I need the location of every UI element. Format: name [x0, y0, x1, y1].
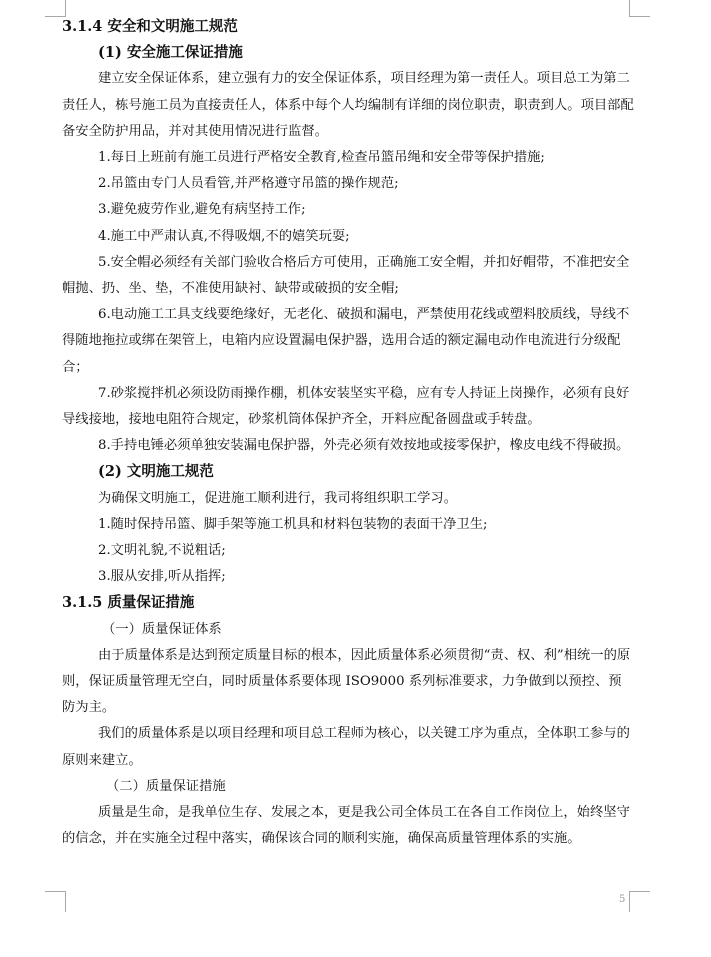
- list-item-safety-2: 2.吊篮由专门人员看管,并严格遵守吊篮的操作规范;: [98, 176, 399, 192]
- list-item-civilized-3: 3.服从安排,听从指挥;: [98, 569, 226, 585]
- subheading-quality-measures: （二）质量保证措施: [106, 778, 226, 794]
- document-body: [62, 14, 634, 853]
- subheading-civilized-construction: (2) 文明施工规范: [98, 463, 214, 481]
- crop-mark-bottom-right: [629, 891, 650, 912]
- list-item-civilized-1: 1.随时保持吊篮、脚手架等施工机具和材料包装物的表面干净卫生;: [98, 516, 488, 532]
- list-item-civilized-2: 2.文明礼貌,不说粗话;: [98, 543, 226, 559]
- list-item-safety-8: 8.手持电锤必须单独安装漏电保护器，外壳必须有效按地或接零保护，橡皮电线不得破损。: [98, 438, 630, 454]
- page-number: 5: [619, 894, 626, 905]
- paragraph-quality-measures: 质量是生命，是我单位生存、发展之本，更是我公司全体员工在各自工作岗位上，始终坚守的信念，并在实施全过程中落实，确保该合同的顺利实施，确保高质量管理体系的实施。: [62, 805, 630, 847]
- list-item-safety-7: 7.砂浆搅拌机必须设防雨操作棚，机体安装坚实平稳，应有专人持证上岗操作，必须有良好导线接地，接地电阻符合规定，砂浆机筒体保护齐全，开料应配备圆盘或手转盘。: [62, 385, 630, 428]
- list-item-safety-4: 4.施工中严肃认真,不得吸烟,不的嬉笑玩耍;: [98, 228, 350, 244]
- paragraph-quality-system-2: 我们的质量体系是以项目经理和项目总工程师为核心，以关键工序为重点，全体职工参与的原则来建立。: [62, 726, 630, 768]
- paragraph-civilized-intro: 为确保文明施工，促进施工顺利进行，我司将组织职工学习。: [98, 490, 458, 506]
- list-item-safety-6: 6.电动施工工具支线要绝缘好，无老化、破损和漏电，严禁使用花线或塑料胶质线，导线不得随地拖拉或绑在架管上，电箱内应设置漏电保护器，选用合适的额定漏电动作电流进行分级配合；: [62, 307, 630, 375]
- section-heading-3-1-4: 3.1.4 安全和文明施工规范: [62, 18, 238, 35]
- subheading-quality-system: （一）质量保证体系: [102, 621, 222, 637]
- subheading-safety-measures: (1) 安全施工保证措施: [98, 44, 243, 62]
- list-item-safety-1: 1.每日上班前有施工员进行严格安全教育,检查吊篮吊绳和安全带等保护措施;: [98, 150, 545, 166]
- crop-mark-bottom-left: [45, 891, 66, 912]
- section-heading-3-1-5: 3.1.5 质量保证措施: [62, 594, 195, 612]
- list-item-safety-3: 3.避免疲劳作业,避免有病坚持工作;: [98, 202, 306, 218]
- paragraph-quality-system-1: 由于质量体系是达到预定质量目标的根本，因此质量体系必须贯彻“责、权、利”相统一的原则，保证质量管理无空白，同时质量体系要体现 ISO9000 系列标准要求，力争做到以预控、预防为主。: [62, 647, 631, 716]
- paragraph-safety-intro: 建立安全保证体系，建立强有力的安全保证体系，项目经理为第一责任人。项目总工为第二责任人，栋号施工员为直接责任人，体系中每个人均编制有详细的岗位职责，职责到人。项目部配备安全防护用品，并对其使用情况进行监督。: [62, 71, 634, 139]
- list-item-safety-5: 5.安全帽必须经有关部门验收合格后方可使用，正确施工安全帽，并扣好帽带，不准把安全帽抛、扔、坐、垫，不准使用缺衬、缺带或破损的安全帽;: [62, 254, 630, 297]
